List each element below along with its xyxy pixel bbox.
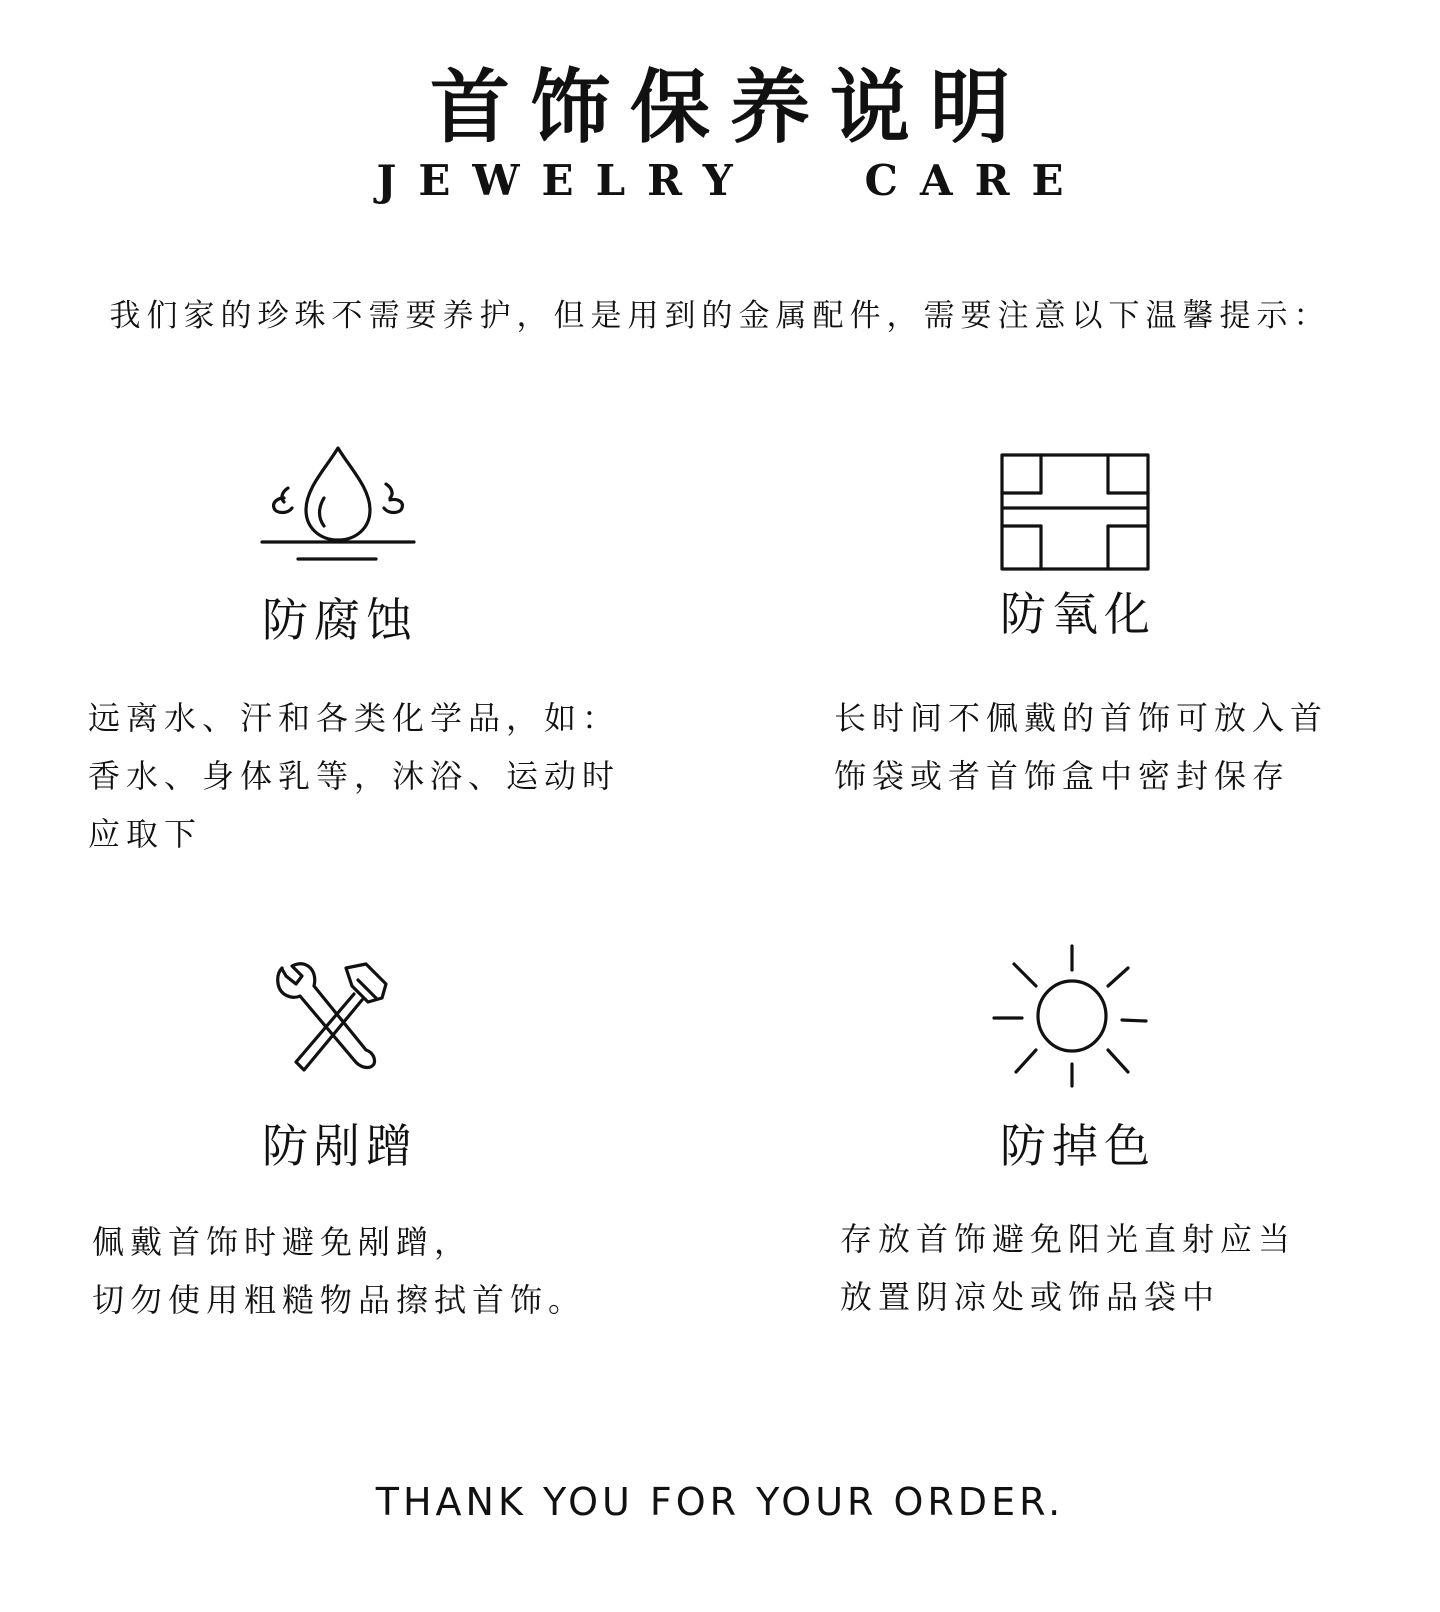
sun-icon: [990, 940, 1154, 1090]
desc-line: 长时间不佩戴的首饰可放入首: [834, 699, 1329, 737]
section-title-scratch: 防剐蹭: [262, 1119, 418, 1173]
section-desc-oxidation: [834, 689, 1328, 805]
desc-line: 存放首饰避免阳光直射应当: [840, 1220, 1297, 1258]
section-title-fading: 防掉色: [1000, 1119, 1156, 1173]
desc-line: 应取下: [88, 815, 203, 853]
page-subtitle: JEWELRY CARE: [376, 156, 1086, 205]
desc-line: 远离水、汗和各类化学品，如：: [88, 699, 621, 737]
wrench-hammer-icon: [270, 958, 394, 1082]
section-desc-corrosion: [88, 689, 620, 863]
intro-text: 我们家的珍珠不需要养护，但是用到的金属配件，需要注意以下温馨提示：: [109, 298, 1331, 334]
section-desc-scratch: [92, 1213, 586, 1329]
desc-line: 放置阴凉处或饰品袋中: [840, 1278, 1221, 1316]
desc-line: 香水、身体乳等，沐浴、运动时: [88, 757, 621, 795]
water-drop-icon: [258, 440, 418, 570]
page-title: 首饰保养说明: [430, 61, 1030, 154]
desc-line: 切勿使用粗糙物品擦拭首饰。: [92, 1281, 587, 1319]
section-desc-fading: [840, 1210, 1296, 1326]
storage-box-icon: [996, 448, 1156, 576]
section-title-oxidation: 防氧化: [1000, 587, 1156, 641]
footer-thanks: THANK YOU FOR YOUR ORDER.: [375, 1480, 1065, 1524]
desc-line: 饰袋或者首饰盒中密封保存: [834, 757, 1291, 795]
desc-line: 佩戴首饰时避免剐蹭，: [92, 1223, 473, 1261]
section-title-corrosion: 防腐蚀: [262, 593, 418, 647]
